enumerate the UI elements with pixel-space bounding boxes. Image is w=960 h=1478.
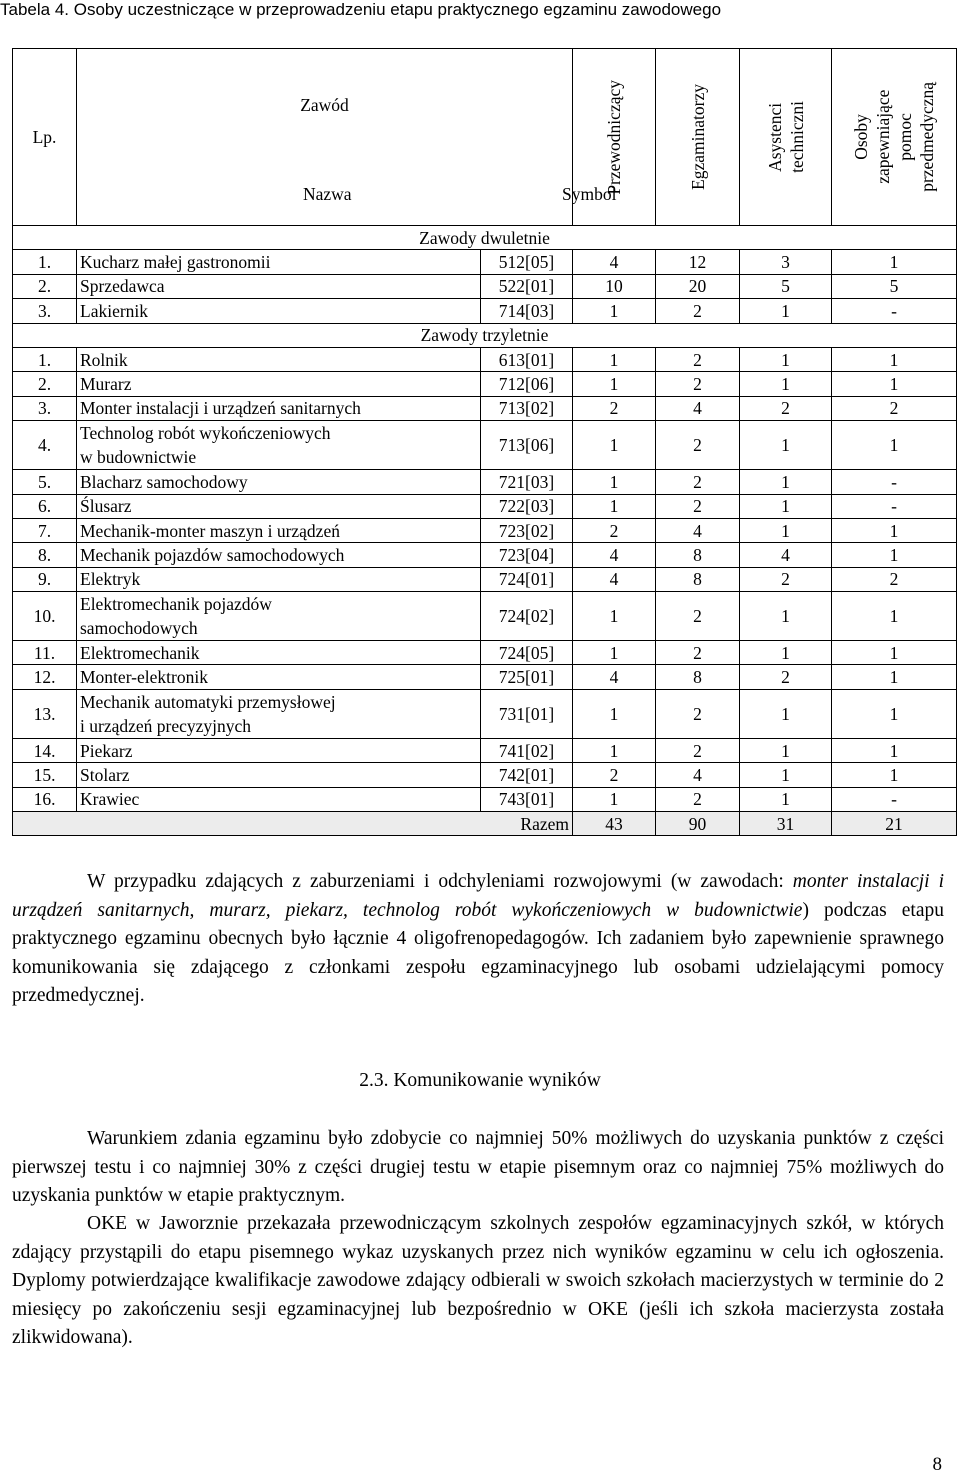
- cell-asystenci: 1: [740, 347, 832, 371]
- cell-symbol: 723[02]: [481, 518, 573, 542]
- table-row: [13, 738, 957, 762]
- cell-lp: 10.: [13, 592, 77, 641]
- section-row-three-year: [13, 323, 957, 347]
- table-caption: Tabela 4. Osoby uczestniczące w przeprowadzeniu etapu praktycznego egzaminu zawodowego: [0, 0, 722, 19]
- table-row: [13, 592, 957, 641]
- cell-asystenci: 1: [740, 421, 832, 470]
- cell-symbol: 713[02]: [481, 396, 573, 420]
- cell-osoby: 2: [832, 567, 957, 591]
- cell-egzaminatorzy: 2: [656, 470, 740, 494]
- table-row: [13, 470, 957, 494]
- header-nazwa: Nazwa: [303, 184, 352, 204]
- header-asystenci: Asystenci techniczni: [740, 49, 832, 226]
- cell-name: Murarz: [77, 372, 481, 396]
- cell-asystenci: 1: [740, 641, 832, 665]
- cell-asystenci: 5: [740, 274, 832, 298]
- cell-egzaminatorzy: 4: [656, 396, 740, 420]
- table-row: [13, 689, 957, 738]
- cell-osoby: -: [832, 299, 957, 323]
- table-row: [13, 396, 957, 420]
- table-header-row: [13, 49, 957, 226]
- total-osoby: 21: [832, 812, 957, 836]
- cell-lp: 4.: [13, 421, 77, 470]
- cell-symbol: 723[04]: [481, 543, 573, 567]
- cell-przewodniczacy: 4: [573, 567, 656, 591]
- cell-egzaminatorzy: 8: [656, 567, 740, 591]
- table-row: [13, 518, 957, 542]
- cell-osoby: 2: [832, 396, 957, 420]
- cell-lp: 16.: [13, 787, 77, 811]
- cell-name: Stolarz: [77, 763, 481, 787]
- cell-name: Mechanik-monter maszyn i urządzeń: [77, 518, 481, 542]
- cell-egzaminatorzy: 2: [656, 787, 740, 811]
- cell-asystenci: 1: [740, 763, 832, 787]
- cell-egzaminatorzy: 12: [656, 250, 740, 274]
- cell-name: Piekarz: [77, 738, 481, 762]
- paragraph-warunki: Warunkiem zdania egzaminu było zdobycie co najmniej 50% możliwych do uzyskania punktów z części pierwszej testu i co najmniej 30% z części drugiej testu w etapie pisemnym oraz co najmniej 75% możliwych do uzyskania punktów w etapie praktycznym.: [12, 1128, 944, 1206]
- section-label: Zawody trzyletnie: [13, 323, 957, 347]
- cell-osoby: 1: [832, 689, 957, 738]
- cell-przewodniczacy: 1: [573, 641, 656, 665]
- cell-egzaminatorzy: 2: [656, 738, 740, 762]
- cell-egzaminatorzy: 8: [656, 665, 740, 689]
- cell-lp: 1.: [13, 250, 77, 274]
- header-osoby: Osoby zapewniające pomoc przedmedyczną: [832, 49, 957, 226]
- cell-name: Lakiernik: [77, 299, 481, 323]
- cell-egzaminatorzy: 4: [656, 518, 740, 542]
- header-lp: Lp.: [13, 49, 77, 226]
- cell-osoby: 1: [832, 518, 957, 542]
- cell-name: Mechanik automatyki przemysłowej i urządzeń precyzyjnych: [77, 689, 481, 738]
- cell-osoby: 1: [832, 543, 957, 567]
- cell-egzaminatorzy: 20: [656, 274, 740, 298]
- cell-asystenci: 1: [740, 592, 832, 641]
- total-egzaminatorzy: 90: [656, 812, 740, 836]
- cell-przewodniczacy: 10: [573, 274, 656, 298]
- section-row-two-year: [13, 226, 957, 250]
- cell-name: Technolog robót wykończeniowych w budownictwie: [77, 421, 481, 470]
- cell-asystenci: 4: [740, 543, 832, 567]
- cell-lp: 8.: [13, 543, 77, 567]
- cell-name: Monter instalacji i urządzeń sanitarnych: [77, 396, 481, 420]
- cell-egzaminatorzy: 8: [656, 543, 740, 567]
- total-asystenci: 31: [740, 812, 832, 836]
- cell-egzaminatorzy: 2: [656, 689, 740, 738]
- cell-symbol: 522[01]: [481, 274, 573, 298]
- table-row: [13, 543, 957, 567]
- cell-osoby: 1: [832, 421, 957, 470]
- cell-symbol: 724[05]: [481, 641, 573, 665]
- cell-symbol: 724[02]: [481, 592, 573, 641]
- cell-name: Elektryk: [77, 567, 481, 591]
- cell-osoby: 1: [832, 665, 957, 689]
- cell-osoby: -: [832, 470, 957, 494]
- header-egzaminatorzy: Egzaminatorzy: [656, 49, 740, 226]
- table-row: [13, 494, 957, 518]
- table-total-row: [13, 812, 957, 836]
- total-przewodniczacy: 43: [573, 812, 656, 836]
- cell-asystenci: 1: [740, 787, 832, 811]
- cell-asystenci: 2: [740, 396, 832, 420]
- section-heading: 2.3. Komunikowanie wyników: [359, 1070, 601, 1091]
- cell-przewodniczacy: 1: [573, 592, 656, 641]
- cell-osoby: 1: [832, 347, 957, 371]
- cell-symbol: 731[01]: [481, 689, 573, 738]
- cell-symbol: 722[03]: [481, 494, 573, 518]
- cell-lp: 9.: [13, 567, 77, 591]
- cell-przewodniczacy: 1: [573, 689, 656, 738]
- cell-egzaminatorzy: 2: [656, 494, 740, 518]
- cell-asystenci: 1: [740, 372, 832, 396]
- cell-name: Rolnik: [77, 347, 481, 371]
- cell-asystenci: 1: [740, 518, 832, 542]
- cell-lp: 13.: [13, 689, 77, 738]
- cell-przewodniczacy: 2: [573, 518, 656, 542]
- header-przewodniczacy: Przewodniczący: [573, 49, 656, 226]
- cell-lp: 14.: [13, 738, 77, 762]
- cell-osoby: 1: [832, 641, 957, 665]
- cell-egzaminatorzy: 4: [656, 763, 740, 787]
- table-row: [13, 787, 957, 811]
- cell-lp: 2.: [13, 372, 77, 396]
- cell-lp: 5.: [13, 470, 77, 494]
- cell-egzaminatorzy: 2: [656, 347, 740, 371]
- page-number: 8: [932, 1454, 942, 1475]
- cell-przewodniczacy: 2: [573, 763, 656, 787]
- cell-lp: 6.: [13, 494, 77, 518]
- cell-egzaminatorzy: 2: [656, 641, 740, 665]
- cell-asystenci: 1: [740, 494, 832, 518]
- cell-lp: 12.: [13, 665, 77, 689]
- cell-lp: 3.: [13, 299, 77, 323]
- cell-name: Elektromechanik: [77, 641, 481, 665]
- cell-symbol: 743[01]: [481, 787, 573, 811]
- cell-symbol: 613[01]: [481, 347, 573, 371]
- cell-osoby: 1: [832, 250, 957, 274]
- cell-egzaminatorzy: 2: [656, 592, 740, 641]
- cell-symbol: 724[01]: [481, 567, 573, 591]
- cell-symbol: 741[02]: [481, 738, 573, 762]
- cell-osoby: 1: [832, 738, 957, 762]
- cell-symbol: 713[06]: [481, 421, 573, 470]
- table-row: [13, 641, 957, 665]
- cell-lp: 2.: [13, 274, 77, 298]
- cell-symbol: 721[03]: [481, 470, 573, 494]
- cell-przewodniczacy: 1: [573, 738, 656, 762]
- cell-name: Krawiec: [77, 787, 481, 811]
- cell-przewodniczacy: 1: [573, 299, 656, 323]
- cell-przewodniczacy: 4: [573, 665, 656, 689]
- cell-name: Monter-elektronik: [77, 665, 481, 689]
- table-row: [13, 347, 957, 371]
- table-row: [13, 665, 957, 689]
- cell-name: Kucharz małej gastronomii: [77, 250, 481, 274]
- cell-symbol: 725[01]: [481, 665, 573, 689]
- cell-przewodniczacy: 1: [573, 787, 656, 811]
- cell-asystenci: 3: [740, 250, 832, 274]
- cell-symbol: 714[03]: [481, 299, 573, 323]
- table-row: [13, 299, 957, 323]
- cell-lp: 7.: [13, 518, 77, 542]
- cell-przewodniczacy: 1: [573, 421, 656, 470]
- cell-przewodniczacy: 1: [573, 470, 656, 494]
- cell-osoby: 5: [832, 274, 957, 298]
- cell-osoby: 1: [832, 763, 957, 787]
- cell-przewodniczacy: 4: [573, 543, 656, 567]
- cell-osoby: 1: [832, 592, 957, 641]
- cell-asystenci: 1: [740, 738, 832, 762]
- cell-asystenci: 1: [740, 299, 832, 323]
- cell-lp: 3.: [13, 396, 77, 420]
- cell-name: Mechanik pojazdów samochodowych: [77, 543, 481, 567]
- cell-osoby: -: [832, 787, 957, 811]
- cell-name: Blacharz samochodowy: [77, 470, 481, 494]
- paragraph-oligofrenopedagodzy: W przypadku zdających z zaburzeniami i odchyleniami rozwojowymi (w zawodach: monter instalacji i urządzeń sanitarnych, murarz, piekarz, technolog robót wykończeniowych w budownictwie) podczas etapu praktycznego egzaminu obecnych było łącznie 4 oligofrenopedagogów. Ich zadaniem było zapewnienie sprawnego komunikowania się zdającego z członkami zespołu egzaminacyjnego lub osobami udzielającymi pomocy przedmedycznej.: [12, 871, 945, 1006]
- cell-asystenci: 2: [740, 567, 832, 591]
- cell-egzaminatorzy: 2: [656, 299, 740, 323]
- cell-egzaminatorzy: 2: [656, 421, 740, 470]
- cell-asystenci: 1: [740, 689, 832, 738]
- header-zawod-label: Zawód: [300, 95, 349, 115]
- cell-symbol: 742[01]: [481, 763, 573, 787]
- header-symbol: Symbol: [562, 184, 617, 204]
- table-row: [13, 372, 957, 396]
- paragraph-oke: OKE w Jaworznie przekazała przewodniczącym szkolnych zespołów egzaminacyjnych szkół, w których zdający przystąpili do etapu pisemnego wykaz uzyskanych przez nich wyników egzaminu w celu ich ogłoszenia. Dyplomy potwierdzające kwalifikacje zawodowe zdający odbierali w swoich szkołach macierzystych w terminie do 2 miesięcy po zakończeniu sesji egzaminacyjnej lub bezpośrednio w OKE (jeśli ich szkoła macierzysta została zlikwidowana).: [12, 1213, 944, 1348]
- cell-name: Sprzedawca: [77, 274, 481, 298]
- cell-przewodniczacy: 2: [573, 396, 656, 420]
- cell-name: Elektromechanik pojazdów samochodowych: [77, 592, 481, 641]
- cell-asystenci: 2: [740, 665, 832, 689]
- cell-przewodniczacy: 4: [573, 250, 656, 274]
- table-row: [13, 250, 957, 274]
- cell-lp: 15.: [13, 763, 77, 787]
- cell-przewodniczacy: 1: [573, 372, 656, 396]
- cell-lp: 11.: [13, 641, 77, 665]
- cell-name: Ślusarz: [77, 494, 481, 518]
- total-label: Razem: [13, 812, 573, 836]
- cell-symbol: 712[06]: [481, 372, 573, 396]
- cell-przewodniczacy: 1: [573, 347, 656, 371]
- cell-symbol: 512[05]: [481, 250, 573, 274]
- section-label: Zawody dwuletnie: [13, 226, 957, 250]
- table-row: [13, 567, 957, 591]
- cell-lp: 1.: [13, 347, 77, 371]
- cell-asystenci: 1: [740, 470, 832, 494]
- cell-osoby: -: [832, 494, 957, 518]
- table-row: [13, 274, 957, 298]
- exam-participants-table: [12, 48, 957, 836]
- cell-przewodniczacy: 1: [573, 494, 656, 518]
- cell-egzaminatorzy: 2: [656, 372, 740, 396]
- table-row: [13, 763, 957, 787]
- cell-osoby: 1: [832, 372, 957, 396]
- table-row: [13, 421, 957, 470]
